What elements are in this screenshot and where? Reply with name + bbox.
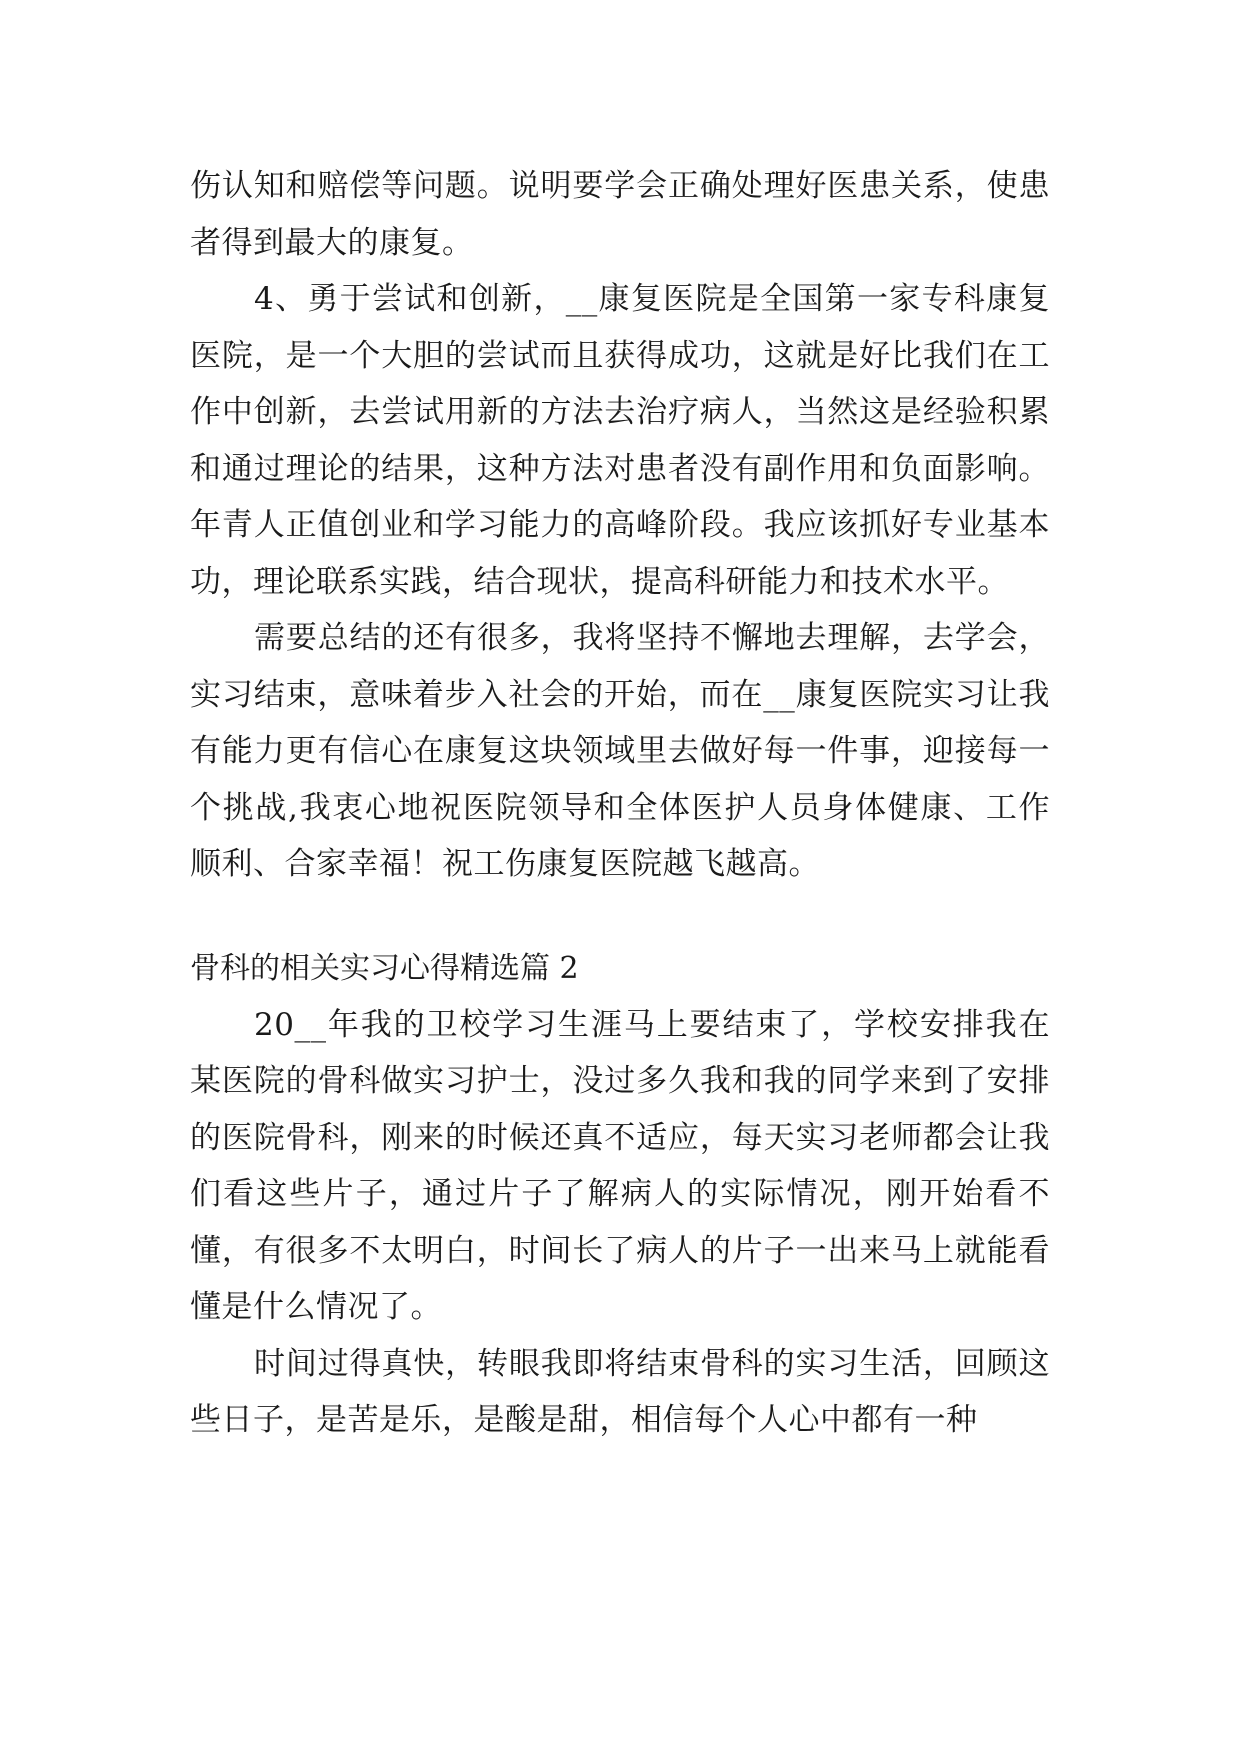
paragraph-1: 伤认知和赔偿等问题。说明要学会正确处理好医患关系，使患者得到最大的康复。 <box>190 168 1050 261</box>
paragraph-5: 时间过得真快，转眼我即将结束骨科的实习生活，回顾这些日子，是苦是乐，是酸是甜，相信每个人心中都有一种 <box>190 1345 1050 1438</box>
paragraph-2: 4、勇于尝试和创新，__康复医院是全国第一家专科康复医院，是一个大胆的尝试而且获得成功，这就是好比我们在工作中创新，去尝试用新的方法去治疗病人，当然这是经验积累和通过理论的结果，这种方法对患者没有副作用和负面影响。年青人正值创业和学习能力的高峰阶段。我应该抓好专业基本功，理论联系实践，结合现状，提高科研能力和技术水平。 <box>190 281 1050 600</box>
paragraph-3: 需要总结的还有很多，我将坚持不懈地去理解，去学会，实习结束，意味着步入社会的开始，而在__康复医院实习让我有能力更有信心在康复这块领域里去做好每一件事，迎接每一个挑战,我衷心地祝医院领导和全体医护人员身体健康、工作顺利、合家幸福！祝工伤康复医院越飞越高。 <box>190 620 1050 882</box>
paragraph-4: 20__年我的卫校学习生涯马上要结束了，学校安排我在某医院的骨科做实习护士，没过多久我和我的同学来到了安排的医院骨科，刚来的时候还真不适应，每天实习老师都会让我们看这些片子，通过片子了解病人的实际情况，刚开始看不懂，有很多不太明白，时间长了病人的片子一出来马上就能看懂是什么情况了。 <box>190 1006 1050 1325</box>
document-page <box>190 158 1050 1449</box>
section-heading: 骨科的相关实习心得精选篇 2 <box>190 950 579 986</box>
section-gap <box>190 893 1050 941</box>
